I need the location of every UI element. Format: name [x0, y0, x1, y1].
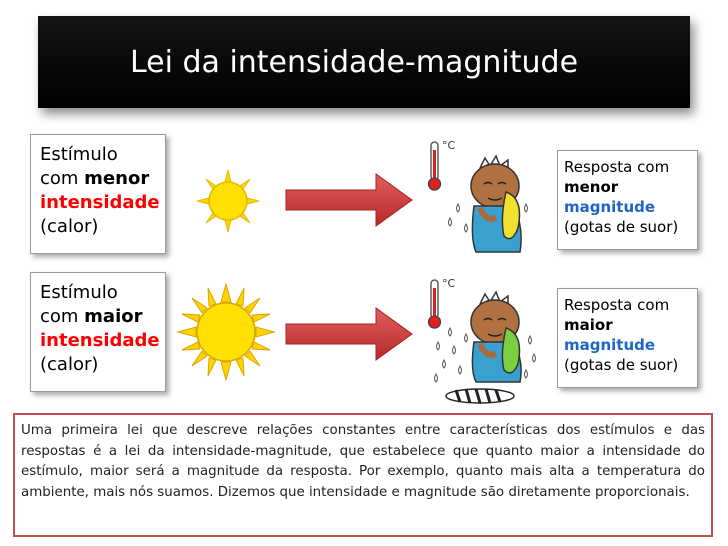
response-low-note: (gotas de suor) — [564, 218, 679, 236]
response-low-box — [557, 150, 698, 250]
description-box — [13, 413, 713, 537]
big-sun-icon — [176, 282, 276, 382]
response-high-line1: Resposta com — [564, 296, 670, 314]
stimulus-high-line1: Estímulo — [40, 282, 118, 303]
stimulus-high-line2 — [40, 305, 165, 329]
description-text: Uma primeira lei que descreve relações constantes entre características dos estímulos e das respostas é a lei da intensidade-magnitude, que estabelece que quanto maior a intensidade do estímulo, maior será a magnitude da resposta. Por exemplo, quanto mais alta a temperatura do ambiente, mais nós suamos. Dizemos que intensidade e magnitude são diretamente proporcionais. — [21, 423, 705, 500]
title-bar — [38, 16, 690, 108]
stimulus-low-level: menor — [84, 168, 150, 189]
page-title: Lei da intensidade-magnitude — [129, 44, 579, 80]
stimulus-low-line2 — [40, 167, 165, 191]
thermometer-top-unit: °C — [442, 139, 456, 152]
stimulus-high-intensity: intensidade — [40, 330, 160, 351]
thermometer-bottom-unit: °C — [442, 277, 456, 290]
stimulus-high-prefix: com — [40, 306, 85, 327]
small-sun-icon — [193, 166, 263, 236]
stimulus-low-note: (calor) — [40, 216, 99, 237]
stimulus-high-note: (calor) — [40, 354, 99, 375]
response-low-level: menor — [564, 178, 619, 196]
arrow-top-icon — [286, 170, 414, 230]
stimulus-high-box — [30, 272, 166, 392]
response-low-magnitude: magnitude — [564, 198, 656, 216]
response-high-magnitude: magnitude — [564, 336, 656, 354]
sweating-boy-low-icon — [440, 148, 550, 258]
stimulus-low-prefix: com — [40, 168, 85, 189]
response-low-line1: Resposta com — [564, 158, 670, 176]
response-high-level: maior — [564, 316, 613, 334]
stimulus-low-box — [30, 134, 166, 254]
response-high-box — [557, 288, 698, 388]
stimulus-low-line1: Estímulo — [40, 144, 118, 165]
response-high-note: (gotas de suor) — [564, 356, 679, 374]
sweating-boy-high-icon — [430, 284, 554, 408]
stimulus-high-level: maior — [84, 306, 143, 327]
arrow-bottom-icon — [286, 304, 414, 364]
stimulus-low-intensity: intensidade — [40, 192, 160, 213]
